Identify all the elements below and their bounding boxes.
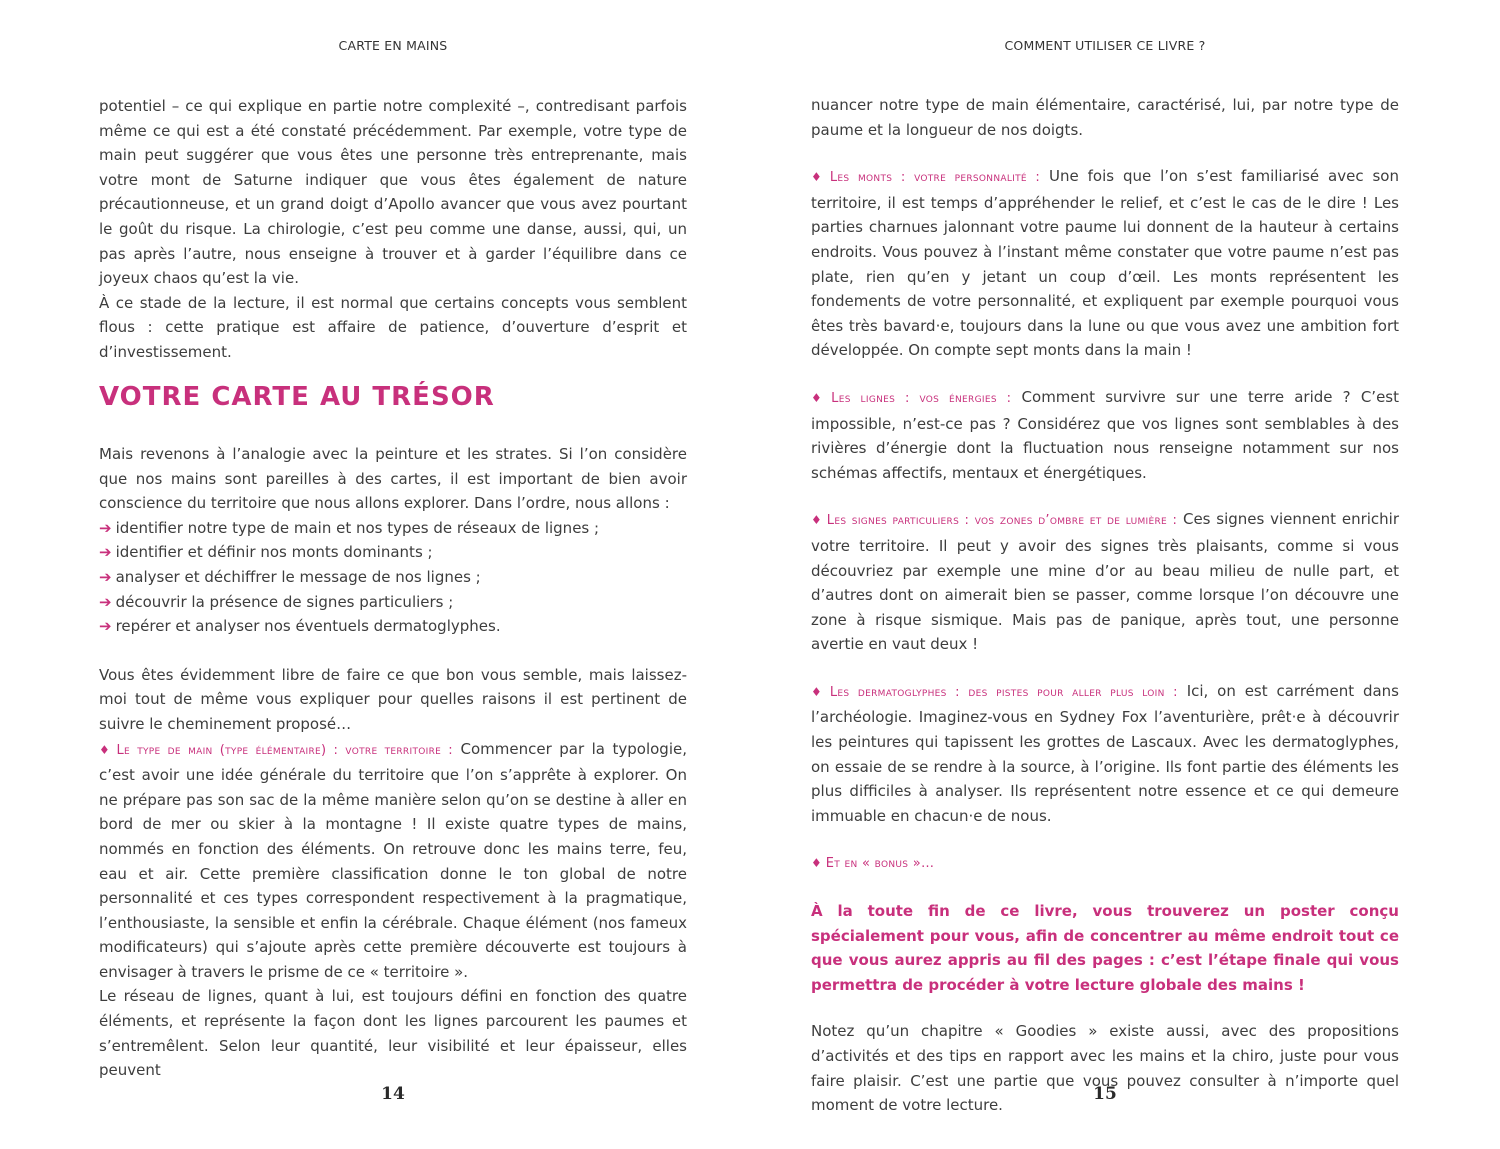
arrow-right-icon: ➔: [99, 567, 112, 586]
signes-lead: Les signes particuliers : vos zones d’ombre et de lumière :: [826, 513, 1178, 529]
dermato-lead: Les dermatoglyphes : des pistes pour aller plus loin :: [829, 684, 1178, 700]
right-body: [811, 93, 1399, 1118]
diamond-icon: ♦: [99, 742, 113, 757]
left-intro: [99, 94, 687, 365]
arrow-right-icon: ➔: [99, 543, 112, 562]
continuation-paragraph: nuancer notre type de main élémentaire, caractérisé, lui, par notre type de paume et la longueur de nos doigts.: [811, 96, 1399, 139]
running-head-right: COMMENT UTILISER CE LIVRE ?: [1004, 38, 1206, 53]
arrow-right-icon: ➔: [99, 518, 112, 537]
right-page: [811, 0, 1399, 1149]
left-page: [99, 0, 687, 1149]
type-lead: Le type de main (type élémentaire) : votre territoire :: [116, 742, 453, 758]
monts-paragraph: ♦ Les monts : votre personnalité : Une fois que l’on s’est familiarisé avec son territoire, il est temps d’appréhender le relief, et c’est le cas de le dire ! Les parties charnues jalonnant votre paume lui donnent de la hauteur à certains endroits. Vous pouvez à l’instant même constater que votre paume n’est pas plate, rien qu’en y jetant un coup d’œil. Les monts représentent les fondements de votre personnalité, et expliquent par exemple pourquoi vous êtes très bavard·e, toujours dans la lune ou que vous avez une ambition fort développée. On compte sept monts dans la main !: [811, 167, 1399, 360]
section-title: VOTRE CARTE AU TRÉSOR: [99, 382, 495, 412]
signes-paragraph: ♦ Les signes particuliers : vos zones d’ombre et de lumière : Ces signes viennent enrichir votre territoire. Il peut y avoir des signes très plaisants, comme si vous découvriez par exemple une mine d’or au beau milieu de nulle part, et d’autres dont on aimerait bien se passer, comme lorsque l’on découvre une zone à risque sismique. Mais pas de panique, après tout, une personne avertie en vaut deux !: [811, 510, 1399, 654]
arrow-right-icon: ➔: [99, 592, 112, 611]
running-head-left: CARTE EN MAINS: [338, 38, 448, 53]
page-number-right: 15: [1093, 1084, 1117, 1104]
list-item: ➔ analyser et déchiffrer le message de nos lignes ;: [99, 567, 481, 586]
diamond-icon: ♦: [811, 856, 822, 871]
bonus-lead: Et en « bonus »…: [825, 856, 935, 872]
bonus-paragraph: [811, 850, 1399, 877]
section-intro: Mais revenons à l’analogie avec la peinture et les strates. Si l’on considère que nos mains sont pareilles à des cartes, il est important de bien avoir conscience du territoire que nous allons explorer. Dans l’ordre, nous allons :: [99, 445, 687, 513]
steps-list: [99, 516, 687, 639]
poster-paragraph: À la toute fin de ce livre, vous trouverez un poster conçu spécialement pour vous, afin de concentrer au même endroit tout ce que vous aurez appris au fil des pages : c’est l’étape finale qui vous permettra de procéder à votre lecture globale des mains !: [811, 902, 1399, 994]
network-paragraph: Le réseau de lignes, quant à lui, est toujours défini en fonction des quatre éléments, et représente la façon dont les lignes parcourent les paumes et s’entremêlent. Selon leur quantité, leur visibilité et leur épaisseur, elles peuvent: [99, 987, 687, 1080]
list-item: ➔ découvrir la présence de signes particuliers ;: [99, 592, 454, 611]
list-item: ➔ repérer et analyser nos éventuels dermatoglyphes.: [99, 617, 501, 636]
intro-paragraph-2: À ce stade de la lecture, il est normal que certains concepts vous semblent flous : cette pratique est affaire de patience, d’ouverture d’esprit et d’investissement.: [99, 293, 687, 361]
dermato-paragraph: ♦ Les dermatoglyphes : des pistes pour aller plus loin : Ici, on est carrément dans l’archéologie. Imaginez-vous en Sydney Fox l’aventurière, prêt·e à découvrir les peintures qui tapissent les grottes de Lascaux. Avec les dermatoglyphes, on essaie de se rendre à la source, à l’origine. Ils font partie des éléments les plus difficiles à analyser. Ils représentent notre essence et ce qui demeure immuable en chacun·e de nous.: [811, 681, 1399, 825]
arrow-right-icon: ➔: [99, 617, 112, 636]
goodies-paragraph: Notez qu’un chapitre « Goodies » existe aussi, avec des propositions d’activités et des tips en rapport avec les mains et la chiro, juste pour vous faire plaisir. C’est une partie que vous pouvez consulter à n’importe quel moment de votre lecture.: [811, 1022, 1399, 1115]
diamond-icon: ♦: [811, 390, 828, 405]
monts-lead: Les monts : votre personnalité :: [829, 170, 1041, 186]
diamond-icon: ♦: [811, 684, 826, 699]
free-paragraph: Vous êtes évidemment libre de faire ce que bon vous semble, mais laissez-moi tout de même vous expliquer pour quelles raisons il est pertinent de suivre le cheminement proposé…: [99, 665, 687, 733]
lignes-paragraph: ♦ Les lignes : vos énergies : Comment survivre sur une terre aride ? C’est impossible, n’est-ce pas ? Considérez que vos lignes sont semblables à des rivières d’énergie dont la fluctuation nous renseigne notamment sur nos schémas affectifs, mentaux et énergétiques.: [811, 387, 1399, 482]
left-section-body: [99, 442, 687, 1083]
list-item: ➔ identifier et définir nos monts dominants ;: [99, 543, 433, 562]
intro-paragraph: potentiel – ce qui explique en partie notre complexité –, contredisant parfois même ce qui est a été constaté précédemment. Par exemple, votre type de main peut suggérer que vous êtes une personne très entreprenante, mais votre mont de Saturne indiquer que vous êtes également de nature précautionneuse, et un grand doigt d’Apollo avancer que vous avez pourtant le goût du risque. La chirologie, c’est peu comme une danse, aussi, qui, un pas après l’autre, nous enseigne à trouver et à garder l’équilibre dans ce joyeux chaos qu’est la vie.: [99, 97, 687, 288]
diamond-icon: ♦: [811, 513, 823, 528]
page-number-left: 14: [381, 1084, 405, 1104]
type-paragraph: ♦ Le type de main (type élémentaire) : votre territoire : Commencer par la typologie, c’est avoir une idée générale du territoire que l’on s’apprête à explorer. On ne prépare pas son sac de la même manière selon qu’on se destine à aller en bord de mer ou skier à la montagne ! Il existe quatre types de mains, nommés en fonction des éléments. On retrouve donc les mains terre, feu, eau et air. Cette première classification donne le ton global de notre personnalité et ces types correspondent respectivement à la pragmatique, l’enthousiaste, la sensible et enfin la cérébrale. Chaque élément (nos fameux modificateurs) qui s’ajoute après cette première découverte est toujours à envisager à travers le prisme de ce « territoire ».: [99, 739, 687, 981]
list-item: ➔ identifier notre type de main et nos types de réseaux de lignes ;: [99, 518, 600, 537]
lignes-lead: Les lignes : vos énergies :: [831, 390, 1012, 406]
diamond-icon: ♦: [811, 170, 826, 185]
